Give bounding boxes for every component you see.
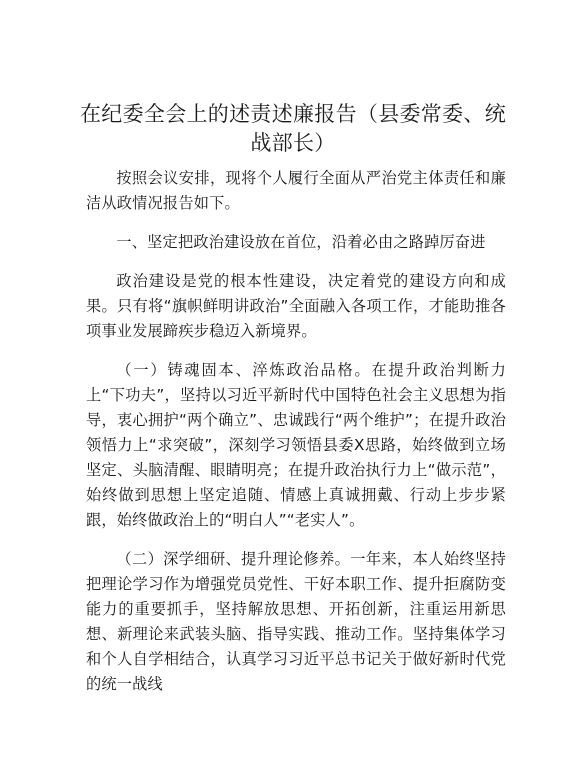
document-body [86, 166, 506, 711]
document-title: 在纪委全会上的述责述廉报告（县委常委、统战部长） [80, 102, 506, 155]
section-heading: 一、坚定把政治建设放在首位，沿着必由之路踔厉奋进 [116, 233, 486, 251]
subsection-paragraph: （二）深学细研、提升理论修养。一年来，本人始终坚持把理论学习作为增强党员党性、干好本职工作、提升拒腐防变能力的重要抓手，坚持解放思想、开拓创新，注重运用新思想、新理论来武装头脑、指导实践、推动工作。坚持集体学习和个人自学相结合，认真学习习近平总书记关于做好新时代党的统一战线 [86, 550, 506, 693]
subsection-paragraph: （一）铸魂固本、淬炼政治品格。在提升政治判断力上“下功夫”，坚持以习近平新时代中国特色社会主义思想为指导，衷心拥护“两个确立”、忠诚践行“两个维护”；在提升政治领悟力上“求突破”，深刻学习领悟县委X思路，始终做到立场坚定、头脑清醒、眼睛明亮；在提升政治执行力上“做示范”，始终做到思想上坚定追随、情感上真诚拥戴、行动上步步紧跟，始终做政治上的“明白人”“老实人”。 [86, 361, 506, 529]
body-paragraph: 政治建设是党的根本性建设，决定着党的建设方向和成果。只有将“旗帜鲜明讲政治”全面融入各项工作，才能助推各项事业发展蹄疾步稳迈入新境界。 [86, 272, 506, 340]
intro-paragraph: 按照会议安排，现将个人履行全面从严治党主体责任和廉洁从政情况报告如下。 [86, 169, 506, 212]
